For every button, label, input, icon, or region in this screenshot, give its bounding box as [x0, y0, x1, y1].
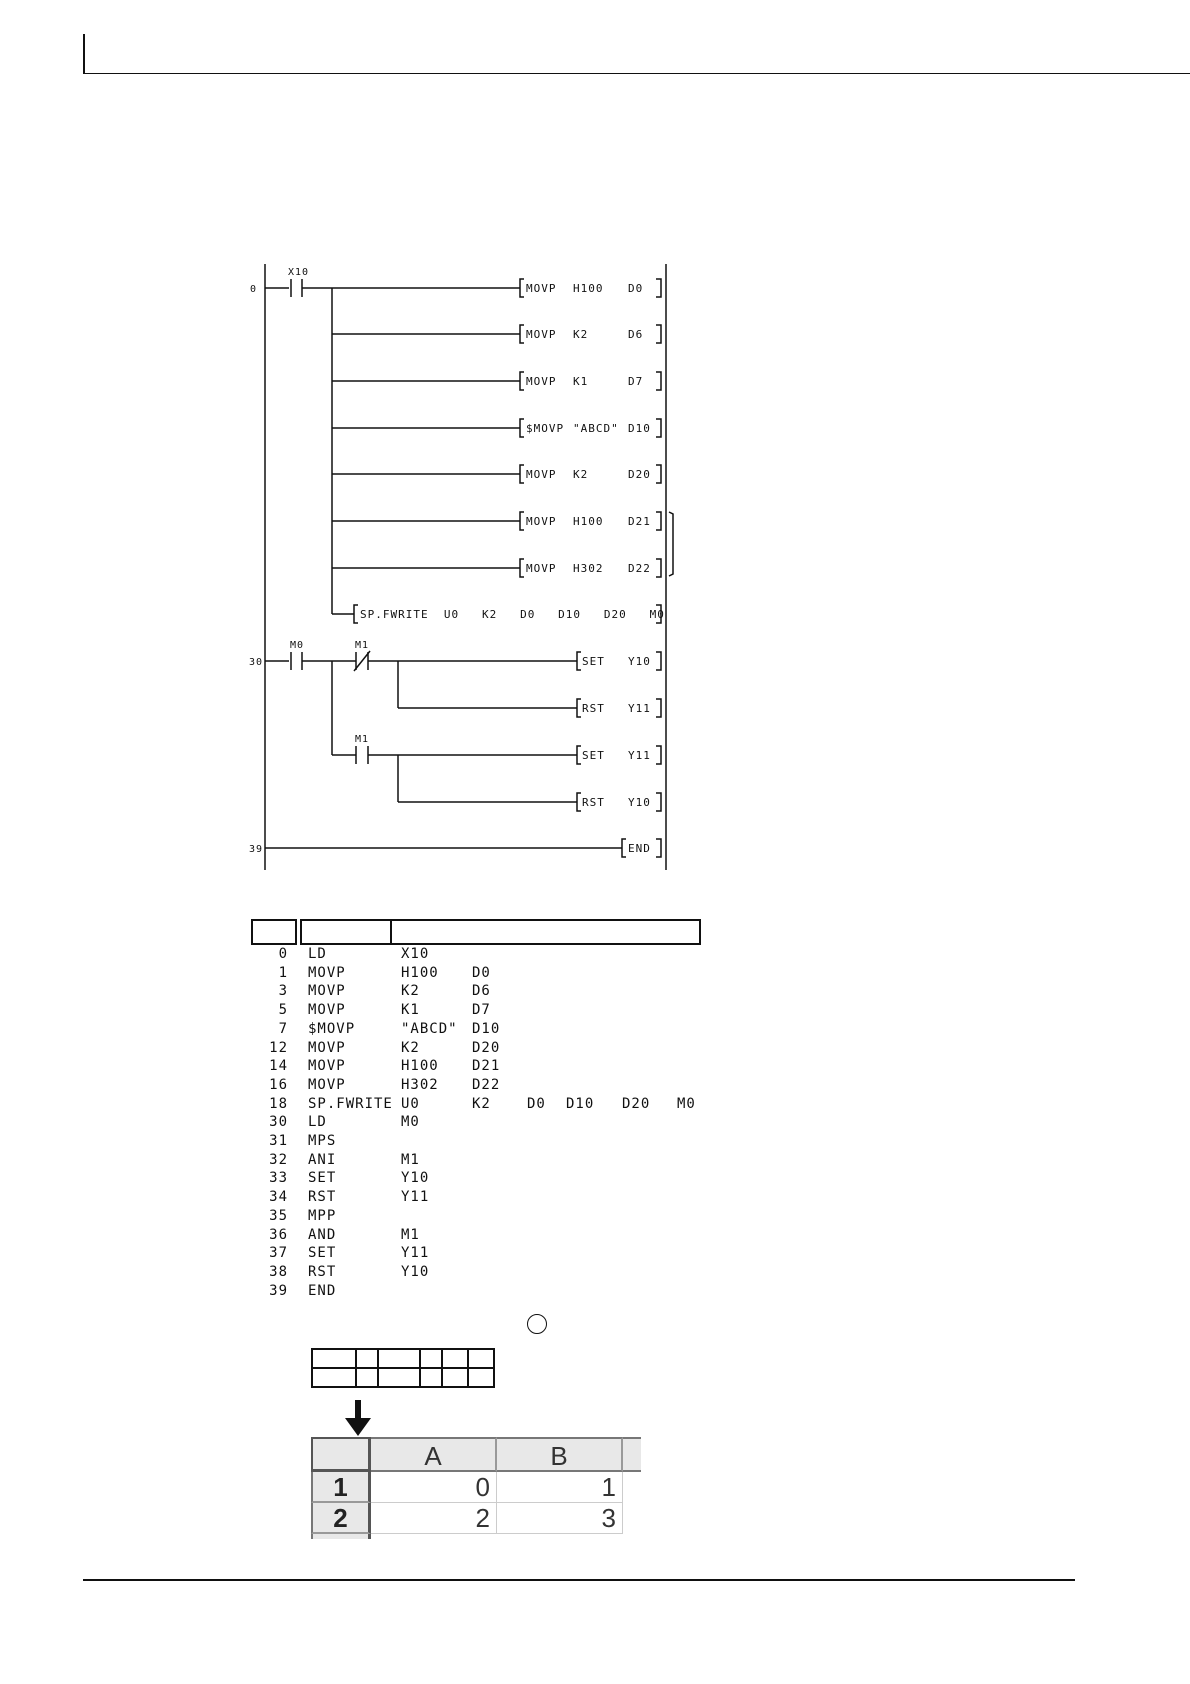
instruction-operand: Y10 [401, 1263, 430, 1280]
rung-operand-2: D6 [628, 328, 644, 341]
instruction-step: 33 [269, 1170, 288, 1187]
rung-operand-1: K2 [573, 468, 589, 481]
rung-instruction: MOVP [526, 515, 557, 528]
output-operand: Y10 [628, 655, 651, 668]
cell-a2[interactable] [371, 1503, 497, 1534]
instruction-operand: M1 [401, 1226, 420, 1243]
instruction-mnemonic: END [308, 1282, 337, 1299]
rung-operand-2: D21 [628, 515, 651, 528]
instruction-mnemonic: MOVP [308, 964, 346, 981]
instruction-mnemonic: MPP [308, 1207, 337, 1224]
rung-operand-1: H302 [573, 562, 604, 575]
instruction-step: 18 [269, 1095, 288, 1112]
instruction-step: 3 [278, 983, 288, 1000]
output-instruction: RST [582, 702, 605, 715]
instruction-operand: D10 [472, 1020, 501, 1037]
instruction-operand: D20 [472, 1039, 501, 1056]
instruction-step: 30 [269, 1114, 288, 1131]
instruction-operand: M0 [401, 1114, 420, 1131]
instruction-operand: Y11 [401, 1245, 430, 1262]
footer-rule [83, 1579, 1075, 1581]
instruction-operand: H100 [401, 964, 439, 981]
rung-instruction: MOVP [526, 282, 557, 295]
instruction-step: 1 [278, 964, 288, 981]
step-number: 30 [248, 657, 263, 668]
instruction-operand: K2 [401, 1039, 420, 1056]
step-number: 39 [248, 844, 263, 855]
rung-operand-2: D20 [628, 468, 651, 481]
instruction-step: 7 [278, 1020, 288, 1037]
cell-value: 1 [601, 1472, 616, 1502]
instruction-step: 0 [278, 946, 288, 962]
instruction-mnemonic: ANI [308, 1151, 337, 1168]
rung-operand-1: K2 [573, 328, 589, 341]
row-label-1: 1 [333, 1472, 348, 1502]
output-operand: Y11 [628, 749, 651, 762]
circle-marker [527, 1314, 547, 1334]
instruction-step: 38 [269, 1263, 288, 1280]
rung-instruction: MOVP [526, 375, 557, 388]
output-operand: Y11 [628, 702, 651, 715]
row-header-1[interactable] [311, 1472, 371, 1503]
rung-operand-2: D0 [628, 282, 644, 295]
instruction-mnemonic: RST [308, 1189, 337, 1206]
instruction-step: 16 [269, 1076, 288, 1093]
instruction-mnemonic: MOVP [308, 1002, 346, 1019]
output-operand: Y10 [628, 796, 651, 809]
rung-operand-1: H100 [573, 282, 604, 295]
instruction-step: 31 [269, 1133, 288, 1149]
side-brace [669, 512, 673, 576]
cell-value: 2 [475, 1503, 490, 1533]
output-instruction: RST [582, 796, 605, 809]
instruction-mnemonic: AND [308, 1226, 337, 1243]
instruction-step: 5 [278, 1002, 288, 1019]
contact-label-m0: M0 [290, 640, 305, 651]
instruction-step: 36 [269, 1226, 288, 1243]
column-header-a[interactable] [371, 1437, 497, 1472]
instruction-mnemonic: $MOVP [308, 1020, 356, 1037]
cell-b1[interactable] [497, 1472, 623, 1503]
cell-b2[interactable] [497, 1503, 623, 1534]
instruction-operand: Y10 [401, 1170, 430, 1187]
rung-instruction: MOVP [526, 468, 557, 481]
row-header-3[interactable] [311, 1534, 371, 1539]
instruction-operand: H302 [401, 1076, 439, 1093]
instruction-operand: X10 [401, 946, 430, 962]
column-label-b: B [550, 1441, 568, 1471]
instruction-operand: M1 [401, 1151, 420, 1168]
il-header-instruction [300, 919, 392, 945]
rung-instruction: $MOVP [526, 422, 565, 435]
instruction-mnemonic: LD [308, 1114, 327, 1131]
row-label-2: 2 [333, 1503, 348, 1533]
instruction-operand: U0 [401, 1095, 420, 1112]
rung-operand-1: "ABCD" [573, 422, 619, 435]
instruction-operand: K2 [472, 1095, 491, 1112]
instruction-mnemonic: MOVP [308, 1058, 346, 1075]
rung-operand-2: D7 [628, 375, 644, 388]
rung-operand-2: D22 [628, 562, 651, 575]
instruction-mnemonic: SP.FWRITE [308, 1095, 393, 1112]
instruction-operand: H100 [401, 1058, 439, 1075]
contact-label-m1-nc: M1 [355, 640, 370, 651]
instruction-mnemonic: MOVP [308, 983, 346, 1000]
column-header-c[interactable] [623, 1437, 641, 1472]
data-layout-grid [311, 1348, 495, 1388]
instruction-operand: D20 [622, 1095, 651, 1112]
instruction-operand: D21 [472, 1058, 501, 1075]
spreadsheet [311, 1437, 641, 1539]
column-label-a: A [424, 1441, 442, 1471]
instruction-operand: M0 [677, 1095, 696, 1112]
output-instruction: SET [582, 749, 605, 762]
instruction-operand: K2 [401, 983, 420, 1000]
contact-label-x10: X10 [288, 267, 310, 278]
il-header-operands [390, 919, 701, 945]
mov-instructions [526, 282, 651, 575]
instruction-operand: D0 [472, 964, 491, 981]
output-instruction: SET [582, 655, 605, 668]
instruction-mnemonic: MOVP [308, 1039, 346, 1056]
column-header-b[interactable] [497, 1437, 623, 1472]
instruction-operand: D0 [527, 1095, 546, 1112]
instruction-mnemonic: SET [308, 1245, 337, 1262]
rung-instruction: MOVP [526, 328, 557, 341]
instruction-step: 32 [269, 1151, 288, 1168]
instruction-mnemonic: LD [308, 946, 327, 962]
instruction-operand: D22 [472, 1076, 501, 1093]
instruction-step: 35 [269, 1207, 288, 1224]
rung-instruction: MOVP [526, 562, 557, 575]
instruction-mnemonic: MOVP [308, 1076, 346, 1093]
select-all-corner[interactable] [311, 1437, 371, 1472]
instruction-step: 37 [269, 1245, 288, 1262]
instruction-operand: D7 [472, 1002, 491, 1019]
cell-value: 0 [475, 1472, 490, 1502]
end-instruction: END [628, 842, 651, 855]
instruction-operand: D6 [472, 983, 491, 1000]
instruction-mnemonic: RST [308, 1263, 337, 1280]
instruction-step: 12 [269, 1039, 288, 1056]
instruction-operand: "ABCD" [401, 1020, 458, 1037]
instruction-step: 14 [269, 1058, 288, 1075]
rung-operand-2: D10 [628, 422, 651, 435]
instruction-mnemonic: SET [308, 1170, 337, 1187]
arrow-down-icon [345, 1400, 371, 1437]
row-header-2[interactable] [311, 1503, 371, 1534]
instruction-step: 39 [269, 1282, 288, 1299]
rung-operand-1: K1 [573, 375, 589, 388]
cell-value: 3 [601, 1503, 616, 1533]
instruction-mnemonic: MPS [308, 1133, 337, 1149]
il-header-step [251, 919, 297, 945]
step-number: 0 [249, 284, 257, 295]
instruction-step: 34 [269, 1189, 288, 1206]
instruction-operand: D10 [566, 1095, 595, 1112]
instruction-operand: K1 [401, 1002, 420, 1019]
cell-a1[interactable] [371, 1472, 497, 1503]
rung-operand-1: H100 [573, 515, 604, 528]
instruction-operand: Y11 [401, 1189, 430, 1206]
fwrite-instruction: SP.FWRITE U0 K2 D0 D10 D20 M0 [360, 608, 665, 621]
contact-label-m1-no: M1 [355, 734, 370, 745]
